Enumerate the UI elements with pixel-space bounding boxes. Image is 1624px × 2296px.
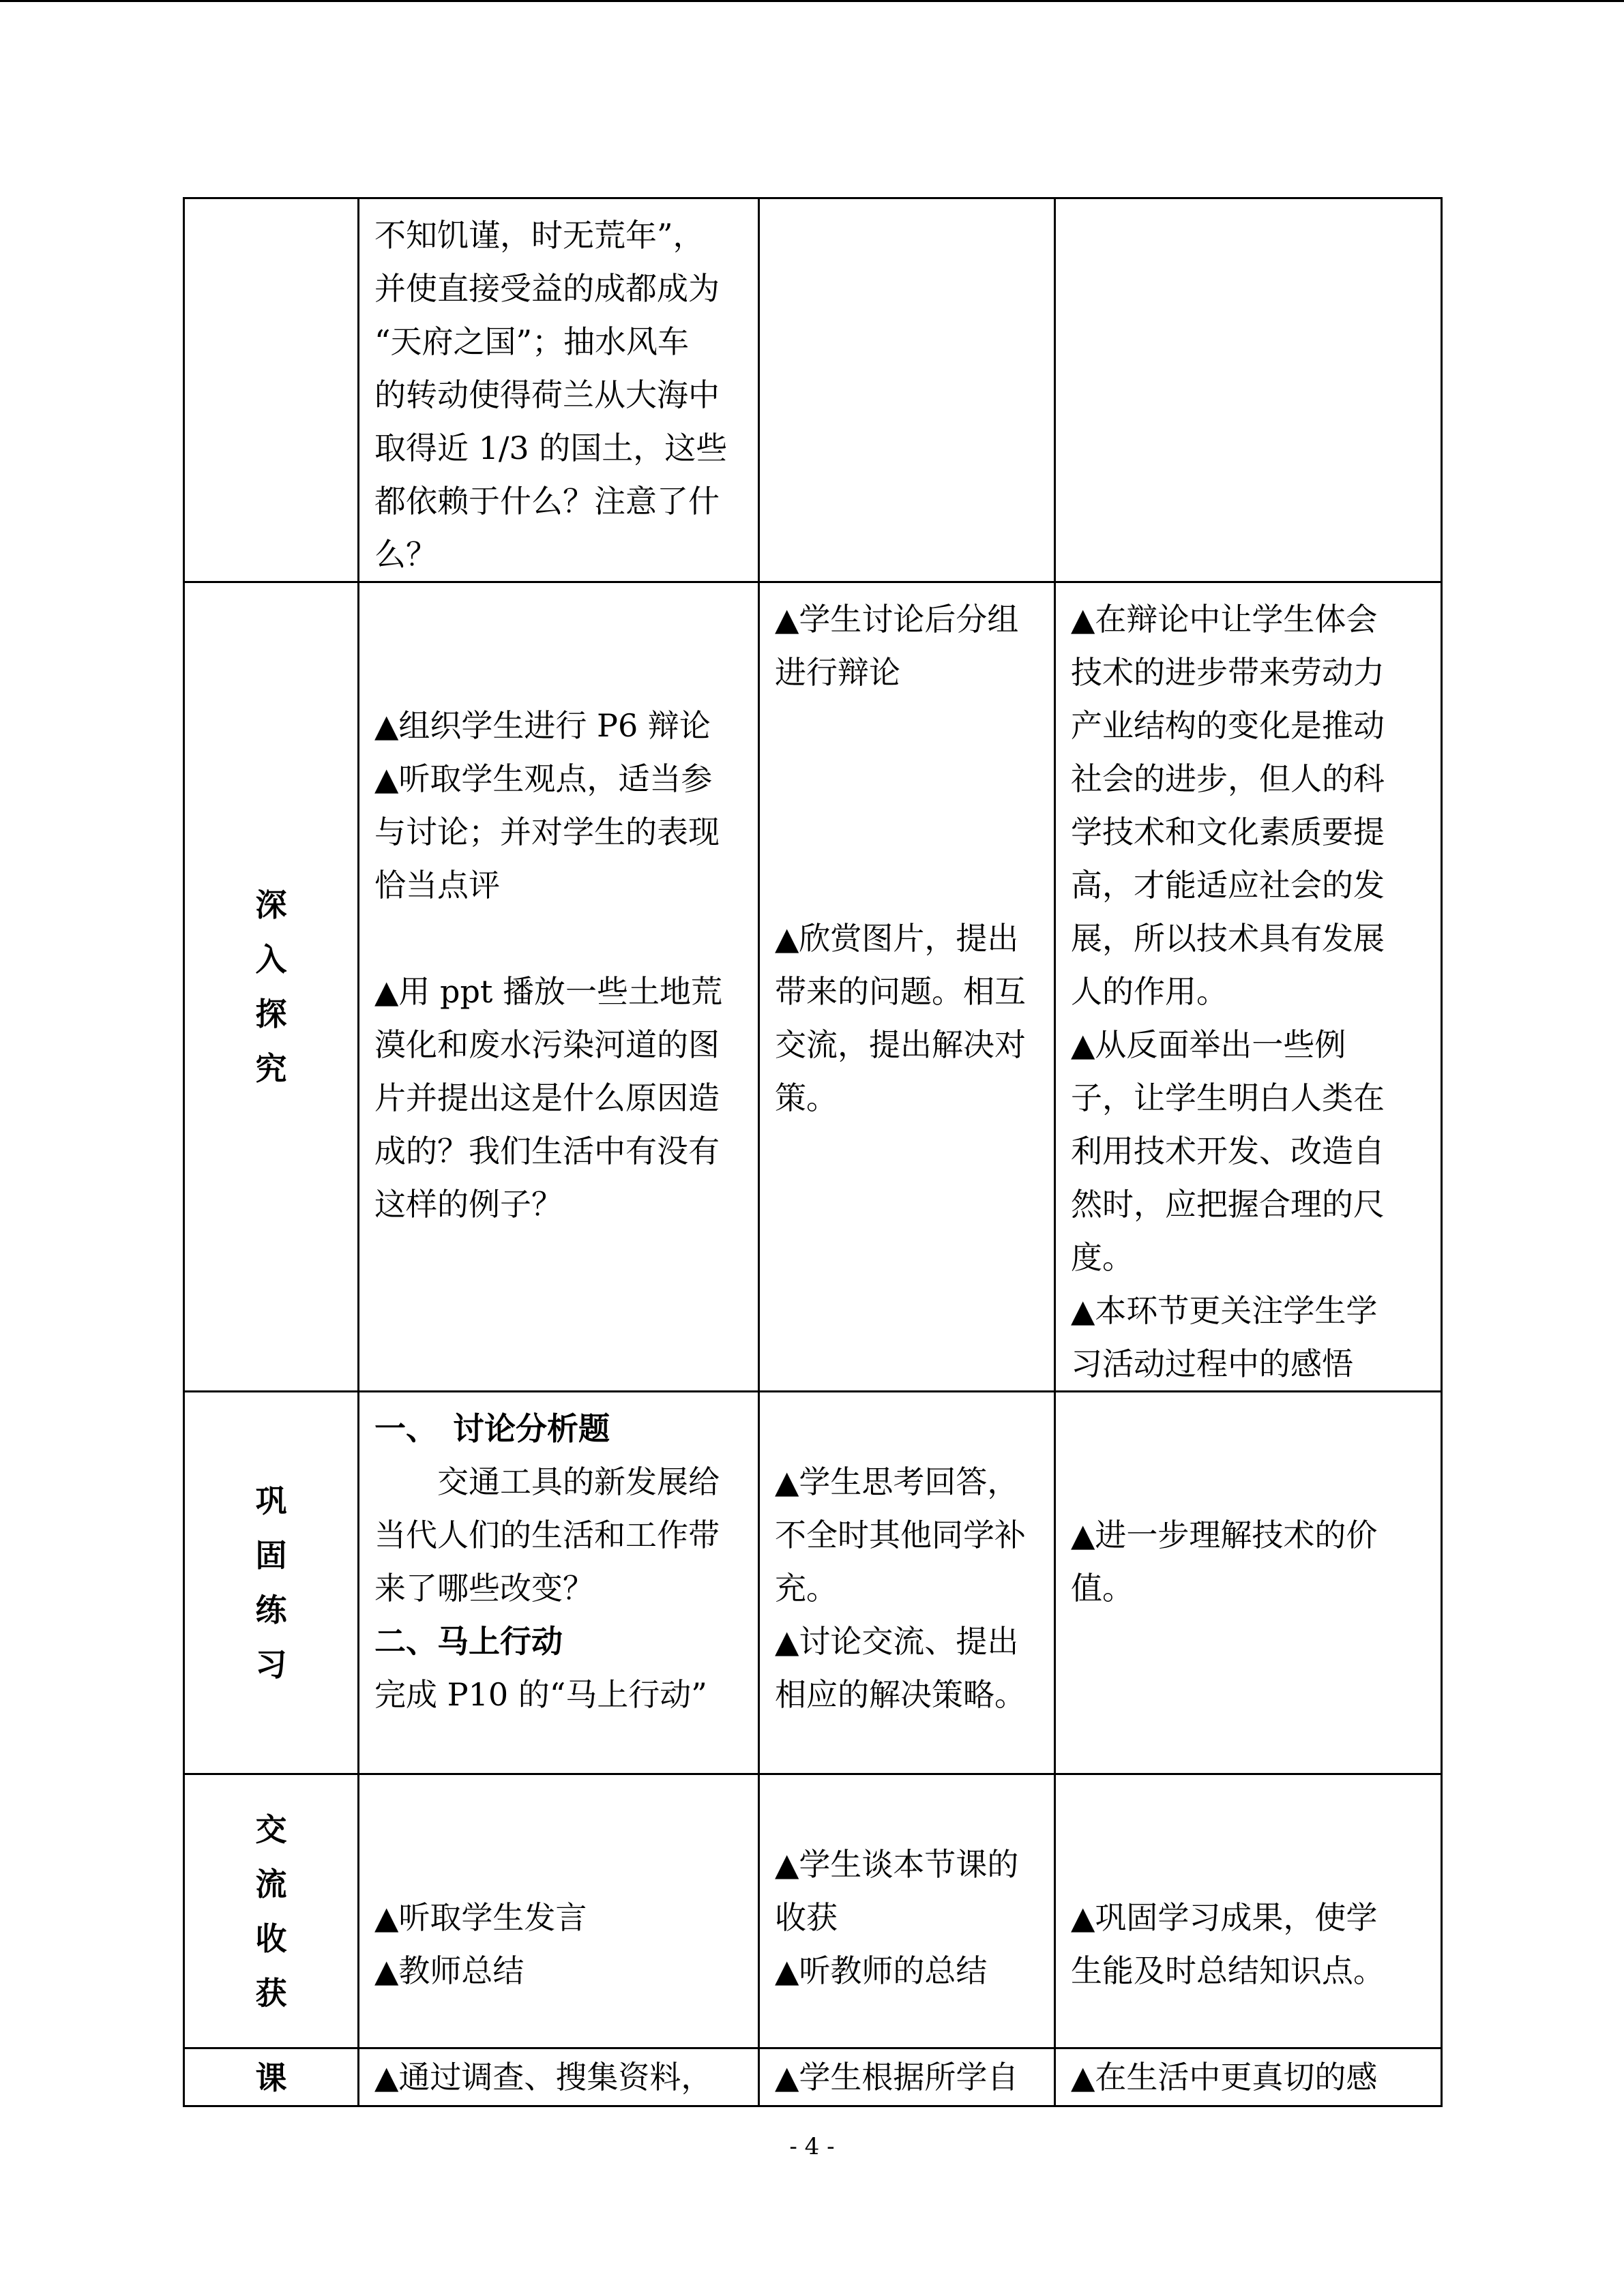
text-line: 产业结构的变化是推动 [1071, 707, 1385, 744]
page-top-border [0, 0, 1624, 2]
exercise-heading-action: 二、马上行动 [374, 1623, 563, 1660]
teacher-activity-text [359, 1392, 758, 1721]
student-activity-cell [759, 2048, 1055, 2106]
stage-label [185, 1474, 357, 1692]
text-line: ▲通过调查、搜集资料， [374, 2059, 713, 2096]
lesson-plan-table [183, 197, 1443, 2107]
stage-char: 巩 [255, 1482, 287, 1519]
text-line: ▲从反面举出一些例 [1071, 1026, 1346, 1063]
text-line: 进行辩论 [775, 654, 900, 691]
table-row-consolidation [184, 1392, 1442, 1774]
teacher-activity-cell [359, 198, 759, 582]
text-line: ▲在辩论中让学生体会 [1071, 601, 1378, 638]
text-line: 社会的进步，但人的科 [1071, 760, 1385, 797]
blank-line [1071, 1402, 1426, 1455]
blank-line [775, 805, 1039, 859]
text-line: ▲用 ppt 播放一些土地荒 [374, 973, 722, 1010]
text-line: ▲组织学生进行 P6 辩论 [374, 707, 711, 744]
blank-line [1071, 1455, 1426, 1508]
text-line: 与讨论；并对学生的表现 [374, 814, 720, 850]
blank-line [775, 699, 1039, 752]
student-activity-cell [759, 582, 1055, 1392]
design-intent-text [1056, 1392, 1441, 1615]
stage-cell-sharing [184, 1774, 359, 2048]
text-line: 子，让学生明白人类在 [1071, 1079, 1385, 1116]
table-row-continuation [184, 198, 1442, 582]
stage-char: 入 [255, 941, 287, 978]
text-line: 学技术和文化素质要提 [1071, 814, 1385, 850]
text-line: 生能及时总结知识点。 [1071, 1952, 1385, 1989]
text-line: 交通工具的新发展给 [374, 1463, 720, 1500]
stage-cell-empty [184, 198, 359, 582]
text-line: 充。 [775, 1570, 838, 1607]
text-line: 成的？我们生活中有没有 [374, 1133, 720, 1169]
blank-line [775, 1402, 1039, 1455]
stage-label [185, 1802, 357, 2021]
text-line: “天府之国”；抽水风车 [374, 323, 690, 360]
text-line: 漠化和废水污染河道的图 [374, 1026, 720, 1063]
text-line: ▲欣赏图片，提出 [775, 920, 1019, 957]
text-line: ▲听取学生发言 [374, 1899, 587, 1936]
text-line: 恰当点评 [374, 867, 500, 904]
stage-char: 交 [255, 1810, 287, 1848]
text-line: 都依赖于什么？注意了什 [374, 483, 720, 520]
text-line: 相应的解决策略。 [775, 1676, 1026, 1713]
design-intent-cell [1055, 1392, 1442, 1774]
text-line: 么？ [374, 536, 437, 573]
text-line: 度。 [1071, 1239, 1134, 1276]
stage-char: 课 [255, 2059, 287, 2096]
student-activity-text [760, 2049, 1054, 2104]
text-line: 技术的进步带来劳动力 [1071, 654, 1385, 691]
text-line: ▲讨论交流、提出 [775, 1623, 1019, 1660]
stage-cell-consolidation [184, 1392, 359, 1774]
teacher-activity-cell [359, 582, 759, 1392]
blank-line [374, 1785, 743, 1838]
student-activity-cell [759, 198, 1055, 582]
teacher-activity-cell [359, 1392, 759, 1774]
text-line: 来了哪些改变？ [374, 1570, 594, 1607]
text-line: 人的作用。 [1071, 973, 1228, 1010]
text-line: 利用技术开发、改造自 [1071, 1133, 1385, 1169]
design-intent-text [1056, 583, 1441, 1390]
text-line: ▲本环节更关注学生学 [1071, 1292, 1378, 1329]
text-line: ▲学生讨论后分组 [775, 601, 1019, 638]
blank-line [374, 1838, 743, 1891]
text-line: 的转动使得荷兰从大海中 [374, 376, 720, 413]
teacher-activity-cell [359, 2048, 759, 2106]
text-line: ▲学生思考回答， [775, 1463, 1019, 1500]
teacher-activity-text [359, 583, 758, 1231]
student-activity-cell [759, 1774, 1055, 2048]
blank-line [374, 912, 743, 965]
teacher-activity-text [359, 2049, 758, 2104]
teacher-activity-cell [359, 1774, 759, 2048]
blank-line [374, 593, 743, 646]
design-intent-cell [1055, 2048, 1442, 2106]
text-line: 并使直接受益的成都成为 [374, 270, 720, 307]
design-intent-text [1056, 1775, 1441, 1997]
text-line: 不全时其他同学补 [775, 1517, 1026, 1553]
text-line: 当代人们的生活和工作带 [374, 1517, 720, 1553]
stage-cell-deep-exploration [184, 582, 359, 1392]
design-intent-text [1056, 2049, 1441, 2104]
text-line: 展，所以技术具有发展 [1071, 920, 1385, 957]
stage-label [185, 878, 357, 1096]
stage-cell-homework [184, 2048, 359, 2106]
text-line: 然时，应把握合理的尺 [1071, 1186, 1385, 1223]
text-line: ▲听取学生观点，适当参 [374, 760, 713, 797]
blank-line [775, 752, 1039, 805]
table-row-sharing [184, 1774, 1442, 2048]
stage-char: 深 [255, 886, 287, 923]
stage-char: 固 [255, 1537, 287, 1574]
text-line: 取得近 1/3 的国土，这些 [374, 430, 728, 466]
text-line: 高，才能适应社会的发 [1071, 867, 1385, 904]
text-line: 交流，提出解决对 [775, 1026, 1026, 1063]
text-line: 不知饥谨，时无荒年”， [374, 217, 705, 254]
exercise-heading-discussion: 一、 讨论分析题 [374, 1410, 610, 1447]
student-activity-text [760, 583, 1054, 1124]
student-activity-text [760, 1775, 1054, 1997]
exercise-task: 完成 P10 的“马上行动” [374, 1676, 707, 1713]
text-line: ▲学生谈本节课的 [775, 1846, 1019, 1883]
design-intent-cell [1055, 198, 1442, 582]
text-line: 这样的例子？ [374, 1186, 563, 1223]
blank-line [775, 1785, 1039, 1838]
stage-char: 探 [255, 996, 287, 1032]
table-row-homework [184, 2048, 1442, 2106]
design-intent-cell [1055, 582, 1442, 1392]
stage-char: 流 [255, 1865, 287, 1903]
stage-char: 获 [255, 1974, 287, 2012]
blank-line [1071, 1838, 1426, 1891]
text-line: ▲听教师的总结 [775, 1952, 988, 1989]
student-activity-text [760, 1392, 1054, 1721]
text-line: 习活动过程中的感悟 [1071, 1345, 1353, 1382]
page-number: - 4 - [789, 2133, 835, 2160]
text-line: ▲教师总结 [374, 1952, 525, 1989]
stage-char: 究 [255, 1050, 287, 1087]
table-row-deep-exploration [184, 582, 1442, 1392]
text-line: 值。 [1071, 1570, 1134, 1607]
blank-line [775, 859, 1039, 912]
text-line: ▲在生活中更真切的感 [1071, 2059, 1378, 2096]
teacher-activity-text [359, 1775, 758, 1997]
student-activity-cell [759, 1392, 1055, 1774]
text-line: 片并提出这是什么原因造 [374, 1079, 720, 1116]
text-line: ▲进一步理解技术的价 [1071, 1517, 1378, 1553]
blank-line [1071, 1785, 1426, 1838]
text-line: 收获 [775, 1899, 838, 1936]
text-line: 策。 [775, 1079, 838, 1116]
stage-char: 收 [255, 1920, 287, 1957]
stage-char: 习 [255, 1646, 287, 1683]
text-line: ▲巩固学习成果，使学 [1071, 1899, 1378, 1936]
stage-label [185, 2049, 357, 2105]
design-intent-cell [1055, 1774, 1442, 2048]
text-line: ▲学生根据所学自 [775, 2059, 1019, 2096]
exercise-question [374, 1455, 743, 1615]
stage-char: 练 [255, 1592, 287, 1628]
teacher-activity-text [359, 199, 758, 581]
text-line: 带来的问题。相互 [775, 973, 1026, 1010]
blank-line [374, 646, 743, 699]
